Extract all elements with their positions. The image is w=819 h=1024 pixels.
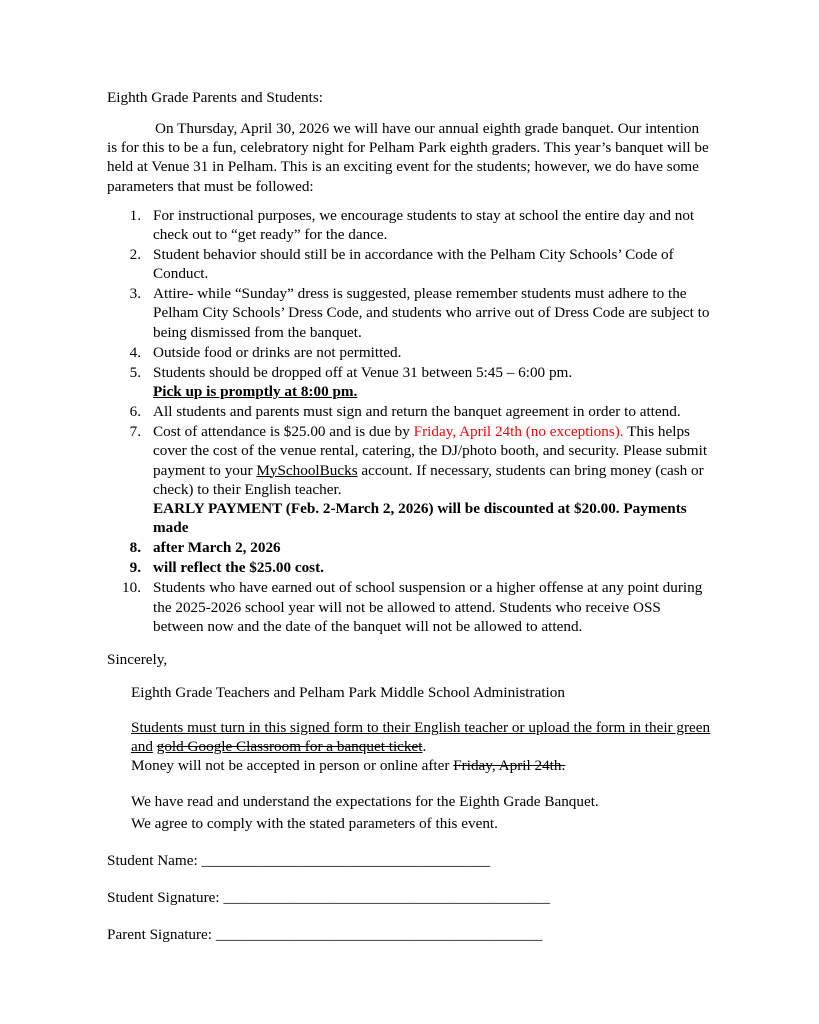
parameters-list (107, 206, 713, 636)
list-item-8-text: after March 2, 2026 (153, 539, 281, 557)
list-item-4-text: Outside food or drinks are not permitted. (153, 343, 402, 361)
closing-salutation: Sincerely, (107, 650, 168, 668)
list-item-10 (107, 578, 713, 635)
list-item-5-text: Students should be dropped off at Venue 31 between 5:45 – 6:00 pm. (153, 363, 573, 381)
list-item-7 (107, 422, 713, 537)
list-item-6-number: 6. (129, 403, 141, 421)
document-body (107, 88, 713, 944)
salutation: Eighth Grade Parents and Students: (107, 89, 323, 106)
money-deadline-struck-date: Friday, April 24th. (453, 757, 566, 775)
list-item-7-number: 7. (129, 423, 141, 441)
list-item-9-number: 9. (129, 559, 141, 577)
early-payment-notice: EARLY PAYMENT (Feb. 2-March 2, 2026) will be discounted at $20.00. Payments made (153, 499, 687, 536)
list-item-2-number: 2. (129, 245, 141, 263)
list-item-7-text (153, 422, 713, 499)
student-name-field[interactable]: Student Name: ______________________________________ (107, 851, 491, 869)
turn-in-instructions (131, 718, 713, 756)
list-item-3-number: 3. (129, 285, 141, 303)
list-item-1-text: For instructional purposes, we encourage students to stay at school the entire day and not check out to “get ready” for the dance. (153, 206, 695, 243)
list-item-10-number: 10. (122, 579, 141, 597)
list-item-8 (107, 538, 713, 557)
list-item-9-text: will reflect the $25.00 cost. (153, 559, 324, 577)
list-item-1-number: 1. (129, 206, 141, 224)
list-item-5 (107, 363, 713, 401)
list-item-6 (107, 402, 713, 421)
turn-in-line-2-struck: gold Google Classroom for a banquet ticket (156, 738, 423, 756)
signature-block (107, 851, 713, 944)
list-item-2 (107, 245, 713, 283)
list-item-8-number: 8. (129, 539, 141, 557)
payment-due-date: Friday, April 24th (no exceptions). (413, 423, 624, 441)
myschoolbucks-link[interactable]: MySchoolBucks (256, 461, 358, 479)
cost-text-part2: This helps cover the cost of the venue rental, catering, the DJ/photo booth, and security. Please submit payment to your (153, 423, 708, 479)
list-item-4-number: 4. (129, 343, 141, 361)
list-item-3 (107, 284, 713, 341)
list-item-9 (107, 558, 713, 577)
list-item-6-text: All students and parents must sign and return the banquet agreement in order to attend. (153, 403, 681, 421)
money-deadline-prefix: Money will not be accepted in person or online after (131, 757, 454, 775)
list-item-10-text: Students who have earned out of school suspension or a higher offense at any point during the 2025-2026 school year will not be allowed to attend. Students who receive OSS between now and the date of the banquet will not be allowed to attend. (153, 579, 703, 635)
parent-signature-field[interactable]: Parent Signature: ___________________________________________ (107, 926, 543, 944)
pickup-time-emphasis: Pick up is promptly at 8:00 pm. (153, 382, 358, 400)
agreement-line-2: We agree to comply with the stated parameters of this event. (131, 814, 498, 832)
cost-text-part3: account. If necessary, students can bring money (cash or check) to their English teacher. (153, 461, 704, 498)
list-item-5-number: 5. (129, 363, 141, 381)
list-item-4 (107, 343, 713, 362)
turn-in-period: . (422, 738, 427, 756)
intro-paragraph: On Thursday, April 30, 2026 we will have our annual eighth grade banquet. Our intention is for this to be a fun, celebratory night for Pelham Park eighth graders. This year’s banquet will be held at Venue 31 in Pelham. This is an exciting event for the students; however, we do have some parameters that must be followed: (107, 120, 709, 195)
list-item-1 (107, 206, 713, 244)
agreement-line-1: We have read and understand the expectations for the Eighth Grade Banquet. (131, 792, 599, 810)
money-deadline-line (131, 756, 713, 775)
list-item-3-text: Attire- while “Sunday” dress is suggested, please remember students must adhere to the Pelham City Schools’ Dress Code, and students who arrive out of Dress Code are subject to being dismissed from the banquet. (153, 285, 710, 341)
signers-line: Eighth Grade Teachers and Pelham Park Middle School Administration (131, 683, 565, 701)
student-signature-field[interactable]: Student Signature: ___________________________________________ (107, 888, 550, 906)
list-item-2-text: Student behavior should still be in accordance with the Pelham City Schools’ Code of Conduct. (153, 245, 674, 283)
turn-in-line-1: Students must turn in this signed form to their English teacher or upload the form in their green and (131, 719, 711, 756)
cost-text-part1: Cost of attendance is $25.00 and is due by (153, 423, 414, 441)
